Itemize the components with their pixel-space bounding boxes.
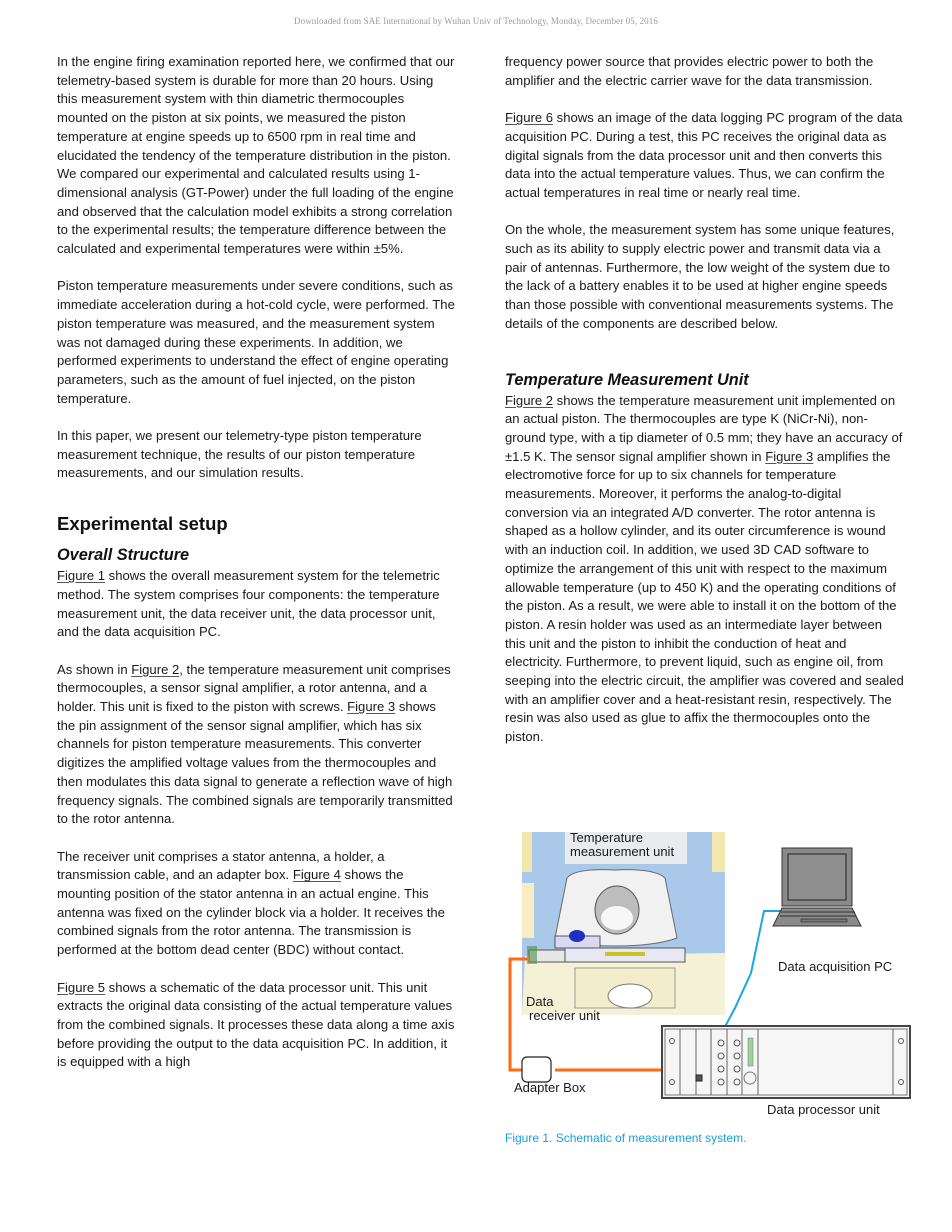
figure-6-link[interactable]: Figure 6 (505, 110, 554, 126)
laptop-icon (773, 848, 861, 926)
paragraph-data-logging (505, 109, 905, 203)
label-line: measurement unit (570, 844, 675, 859)
figure-5-link[interactable]: Figure 5 (57, 979, 106, 995)
figure-4-link[interactable]: Figure 4 (292, 867, 341, 883)
paragraph-severe-conditions: Piston temperature measurements under severe conditions, such as immediate acceleration during a hot-cold cycle, were performed. The piston temperature was measured, and the measurement system was not damaged during these experiments. In addition, we performed experiments to understand the effect of engine operating parameters, such as the amount of fuel injected, on the piston temperature. (57, 278, 455, 406)
figure-3-link[interactable]: Figure 3 (765, 448, 814, 464)
figure-2-link[interactable]: Figure 2 (505, 392, 554, 408)
right-column (505, 53, 905, 766)
section-heading-experimental-setup: Experimental setup (57, 513, 228, 535)
paragraph-text: shows the mounting position of the stator antenna in an actual engine. This antenna was fixed on the cylinder block via a holder. It receives the combined signals from the rotor antenna. The transmission is performed at the bottom dead center (BDC) without contact. (57, 867, 445, 958)
paragraph-text: The receiver unit comprises a stator antenna, a holder, a transmission cable, and an adapter box. (57, 848, 385, 883)
label-data-processor-unit: Data processor unit (767, 1102, 880, 1117)
paragraph-text: shows the overall measurement system for the telemetric method. The system comprises four components: the temperature measurement unit, the data receiver unit, the data processor unit, and the data acquisition PC. (57, 568, 440, 640)
figure-1-drawing (505, 828, 915, 1120)
paragraph-text: As shown in (57, 661, 132, 677)
figure-1-schematic (505, 828, 915, 1120)
label-data-acquisition-pc: Data acquisition PC (778, 959, 893, 974)
paragraph-temperature-unit-components (57, 661, 457, 829)
paragraph-text: amplifies the electromotive force for up to six channels for temperature measurements. Moreover, it performs the analog-to-digital conversion via an integrated A/D converter. The rotor antenna is shaped as a hollow cylinder, and its outer circumference is wound with an induction coil. In addition, we used 3D CAD software to optimize the arrangement of this unit with respect to the maximum allowable temperature (up to 450 K) and the operating conditions of the piston. As a result, we were able to install it on the bottom of the piston. A resin holder was used as an intermediate layer between this unit and the piston to inhibit the conduction of heat and electricity. Furthermore, to prevent liquid, such as engine oil, from seeping into the electric circuit, the amplifier was covered and sealed with an amplifier cover and a heat-resistant resin, respectively. The resin was also used as glue to affix the thermocouples onto the piston. (505, 448, 904, 745)
download-watermark: Downloaded from SAE International by Wuhan Univ of Technology, Monday, December 05, 2016 (294, 16, 658, 26)
label-line: Temperature (570, 830, 643, 845)
left-column (57, 53, 457, 1091)
paragraph-receiver-unit (57, 848, 457, 960)
paragraph-text: shows the pin assignment of the sensor signal amplifier, which has six channels for piston temperature measurements. This converter digitizes the amplified voltage values from the thermocouples and then modulates this data signal to generate a reflection wave of high frequency signals. The combined signals are temporarily transmitted to the rotor antenna. (57, 699, 453, 827)
label-line: receiver unit (529, 1008, 600, 1023)
label-data-receiver-unit (526, 995, 600, 1023)
paragraph-text: shows the temperature measurement unit implemented on an actual piston. The thermocouples are type K (NiCr-Ni), non-ground type, with a tip diameter of 0.5 mm; they have an accuracy of ±1.5 K. The sensor signal amplifier shown in (505, 392, 903, 464)
subsection-heading-temperature-measurement-unit: Temperature Measurement Unit (505, 370, 749, 389)
paragraph-unique-features: On the whole, the measurement system has some unique features, such as its ability to supply electric power and transmit data via a pair of antennas. Furthermore, the low weight of the system due to the lack of a battery enables it to be used at higher engine speeds than those possible with conventional measurements systems. The details of the components are described below. (505, 222, 895, 331)
paragraph-temperature-measurement-unit (505, 392, 905, 747)
label-temperature-measurement-unit (570, 831, 674, 859)
data-processor-rack (662, 1026, 910, 1098)
paragraph-text: , the temperature measurement unit comprises thermocouples, a sensor signal amplifier, a rotor antenna, and a holder. This unit is fixed to the piston with screws. (57, 661, 451, 715)
paragraph-text: shows a schematic of the data processor unit. This unit extracts the original data consisting of the actual temperature values from the combined signals. It processes these data along a time axis before providing the output to the data acquisition PC. In addition, it is equipped with a high (57, 979, 455, 1070)
paragraph-paper-scope: In this paper, we present our telemetry-type piston temperature measurement technique, the results of our piston temperature measurements, and our simulation results. (57, 428, 422, 481)
subsection-heading-overall-structure: Overall Structure (57, 546, 190, 565)
figure-1-link[interactable]: Figure 1 (57, 568, 106, 584)
label-line: Data (526, 994, 554, 1009)
paragraph-text: shows an image of the data logging PC program of the data acquisition PC. During a test, this PC receives the original data as digital signals from the data processor unit and then converts this data into the actual temperature values. Thus, we can confirm the actual temperatures in real time or nearly real time. (505, 110, 903, 200)
label-adapter-box: Adapter Box (514, 1080, 586, 1095)
paragraph-power-source: frequency power source that provides electric power to both the amplifier and the electric carrier wave for the data transmission. (505, 54, 874, 88)
paragraph-processor-unit (57, 979, 457, 1073)
figure-3-link[interactable]: Figure 3 (347, 699, 396, 715)
paragraph-overall-structure (57, 567, 457, 642)
adapter-box (522, 1057, 551, 1082)
figure-2-link[interactable]: Figure 2 (131, 661, 180, 677)
paragraph-intro-firing: In the engine firing examination reported here, we confirmed that our telemetry-based system is durable for more than 20 hours. Using this measurement system with thin diametric thermocouples mounted on the piston at six points, we measured the piston temperature at engine speeds up to 6500 rpm in real time and elucidated the tendency of the temperature distribution in the piston. We compared our experimental and calculated results using 1-dimensional analysis (GT-Power) under the full loading of the engine and observed that the calculation model exhibits a strong correlation to the experimental results; the temperature difference between the calculated and experimental temperatures were within ±5%. (57, 54, 455, 257)
figure-1-caption: Figure 1. Schematic of measurement system. (505, 1131, 747, 1145)
piston-cad-image (522, 832, 725, 1015)
